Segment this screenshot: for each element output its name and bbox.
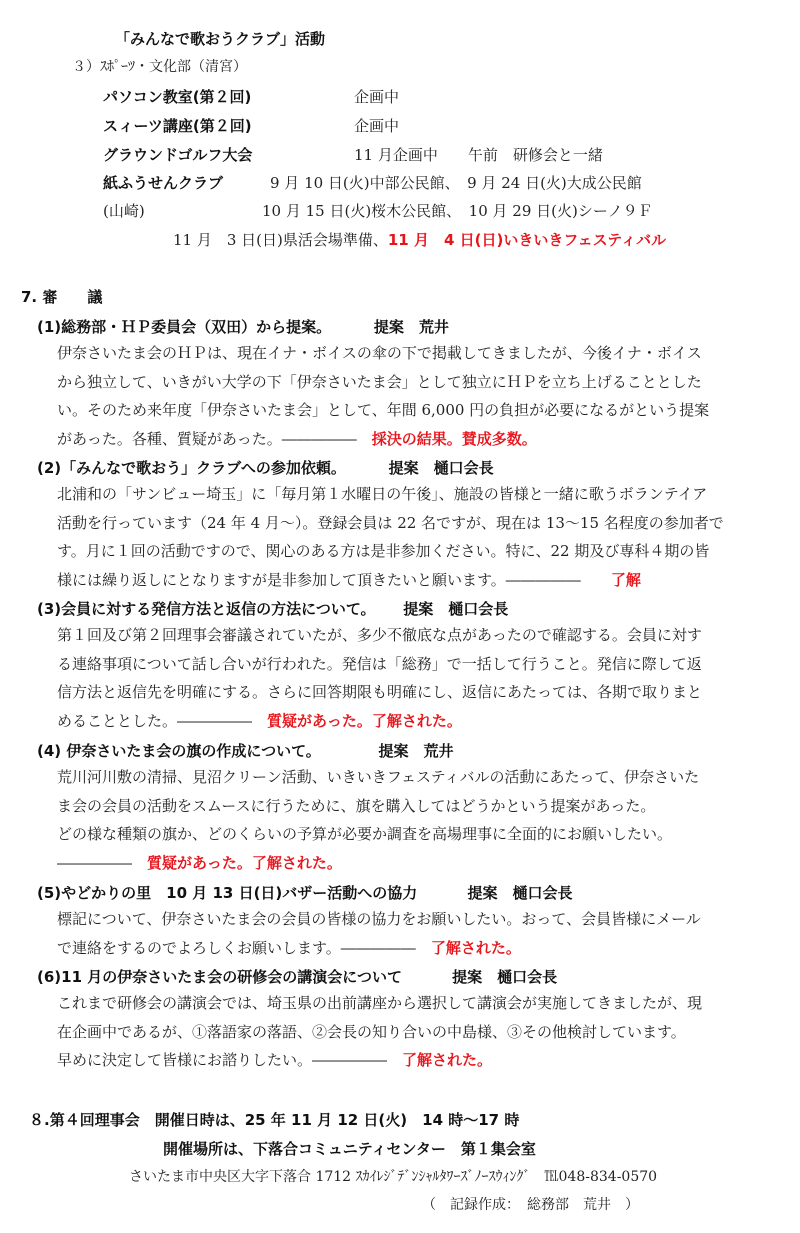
balloon-contact: (山崎) — [103, 202, 145, 220]
event-status-golf: 11 月企画中 午前 研修会と一緒 — [354, 146, 603, 164]
item-5-result: 了解された。 — [430, 938, 521, 957]
item-1-last-text: があった。各種、質疑があった。――――― — [57, 429, 372, 448]
item-3-result: 質疑があった。了解された。 — [267, 711, 462, 730]
item-6-line: 在企画中であるが、①落語家の落語、②会長の知り合いの中島様、③その他検討しています。 — [57, 1022, 686, 1041]
item-3-line: 信方法と返信先を明確にする。さらに回答期限も明確にし、返信にあたっては、各期で取りまと — [57, 683, 703, 701]
item-6-body — [57, 989, 773, 1075]
item-6-last-line — [57, 1046, 773, 1075]
sports-culture-heading: ３）ｽﾎﾟｰﾂ・文化部（清宮） — [72, 59, 247, 75]
item-2-last-line — [57, 566, 773, 595]
item-3-body — [57, 621, 773, 735]
event-name-golf: グラウンドゴルフ大会 — [103, 146, 253, 164]
item-2-line: 活動を行っています（24 年 4 月～）。登録会員は 22 名ですが、現在は 13～15 名程度の参加者で — [57, 513, 724, 532]
november-festival: 11 月 4 日(日)いきいきフェスティバル — [387, 231, 667, 249]
balloon-schedule-2: 10 月 15 日(火)桜木公民館、 10 月 29 日(火)シーノ９Ｆ — [262, 202, 653, 220]
item-2-line: 北浦和の「サンビュー埼玉」に「毎月第１水曜日の午後」、施設の皆様と一緒に歌うボランテイア — [57, 485, 708, 503]
section-7-heading: 7. 審 議 — [21, 288, 103, 306]
item-5-last-line — [57, 934, 773, 963]
item-1-line: 伊奈さいたま会のＨＰは、現在イナ・ボイスの傘の下で掲載してきましたが、今後イナ・ボイス — [57, 344, 702, 362]
item-4-last-line — [57, 849, 773, 878]
item-3-last-line — [57, 707, 773, 736]
item-5-body — [57, 905, 773, 962]
november-schedule — [173, 229, 666, 250]
item-5-last-text: で連絡をするのでよろしくお願いします。――――― — [57, 938, 431, 957]
venue-address: さいたま市中央区大字下落合 1712 ｽｶｲﾚｼﾞﾃﾞﾝｼｬﾙﾀﾜｰｽﾞﾉｰｽｳｨﾝｸﾞ ℡048-834-0570 — [129, 1169, 658, 1185]
item-6-last-text: 早めに決定して皆様にお諮りしたい。――――― — [57, 1051, 403, 1069]
item-1-last-line — [57, 425, 773, 454]
item-2-line: す。月に１回の活動ですので、関心のある方は是非参加ください。特に、22 期及び専科４期の皆 — [57, 542, 710, 560]
event-status-pc: 企画中 — [354, 88, 400, 106]
balloon-club-name: 紙ふうせんクラブ — [103, 174, 224, 192]
item-4-result: 質疑があった。了解された。 — [147, 853, 342, 872]
event-name-pc: パソコン教室(第２回) — [103, 88, 252, 106]
item-2-result: 了解 — [610, 570, 641, 589]
item-4-body — [57, 763, 773, 877]
event-name-sweets: スィーツ講座(第２回) — [103, 117, 252, 135]
item-3-line: 第１回及び第２回理事会審議されていたが、多少不徹底な点があったので確認する。会員に対す — [57, 626, 702, 644]
item-6-title: (6)11 月の伊奈さいたま会の研修会の講演会について 提案 樋口会長 — [37, 968, 558, 986]
item-3-line: る連絡事項について話し合いが行われた。発信は「総務」で一括して行うこと。発信に際して返 — [57, 654, 702, 673]
item-3-last-text: めることとした。――――― — [57, 711, 268, 730]
club-activity-title: 「みんなで歌おうクラブ」活動 — [115, 30, 326, 48]
event-status-sweets: 企画中 — [354, 117, 400, 135]
item-1-body — [57, 339, 773, 453]
item-1-line: から独立して、いきがい大学の下「伊奈さいたま会」として独立にＨＰを立ち上げることとした — [57, 372, 702, 391]
item-3-title: (3)会員に対する発信方法と返信の方法について。 提案 樋口会長 — [37, 600, 509, 618]
item-1-result: 採決の結果。賛成多数。 — [371, 429, 537, 448]
item-2-title: (2)「みんなで歌おう」クラブへの参加依頼。 提案 樋口会長 — [37, 459, 494, 477]
item-2-body — [57, 480, 773, 594]
item-2-last-text: 様には繰り返しにとなりますが是非参加して頂きたいと願います。――――― — [57, 570, 611, 589]
section-8-heading: ８.第４回理事会 開催日時は、25 年 11 月 12 日(火) 14 時～17 時 — [29, 1111, 520, 1129]
item-1-title: (1)総務部・ＨＰ委員会（双田）から提案。 提案 荒井 — [37, 318, 449, 336]
item-4-title: (4) 伊奈さいたま会の旗の作成について。 提案 荒井 — [37, 742, 454, 760]
item-4-last-text: ――――― — [57, 853, 148, 872]
item-5-title: (5)やどかりの里 10 月 13 日(日)バザー活動への協力 提案 樋口会長 — [37, 884, 573, 902]
item-6-line: これまで研修会の講演会では、埼玉県の出前講座から選択して講演会が実施してきましたが、現 — [57, 994, 703, 1012]
balloon-schedule-1: 9 月 10 日(火)中部公民館、 9 月 24 日(火)大成公民館 — [270, 174, 642, 192]
section-8-venue: 開催場所は、下落合コミュニティセンター 第１集会室 — [163, 1140, 536, 1158]
item-4-line: 荒川河川敷の清掃、見沼クリーン活動、いきいきフェスティバルの活動にあたって、伊奈さいた — [57, 768, 700, 786]
item-1-line: い。そのため来年度「伊奈さいたま会」として、年間 6,000 円の負担が必要になるがという提案 — [57, 401, 710, 419]
item-4-line: ま会の会員の活動をスムースに行うために、旗を購入してはどうかという提案があった。 — [57, 796, 656, 815]
item-5-line: 標記について、伊奈さいたま会の会員の皆様の協力をお願いしたい。おって、会員皆様にメール — [57, 910, 701, 928]
item-4-line: どの様な種類の旗か、どのくらいの予算が必要か調査を高場理事に全面的にお願いしたい。 — [57, 825, 673, 843]
record-author: （ 記録作成： 総務部 荒井 ） — [422, 1197, 639, 1213]
item-6-result: 了解された。 — [402, 1051, 493, 1069]
november-prep: 11 月 3 日(日)県活会場準備、 — [173, 231, 388, 249]
